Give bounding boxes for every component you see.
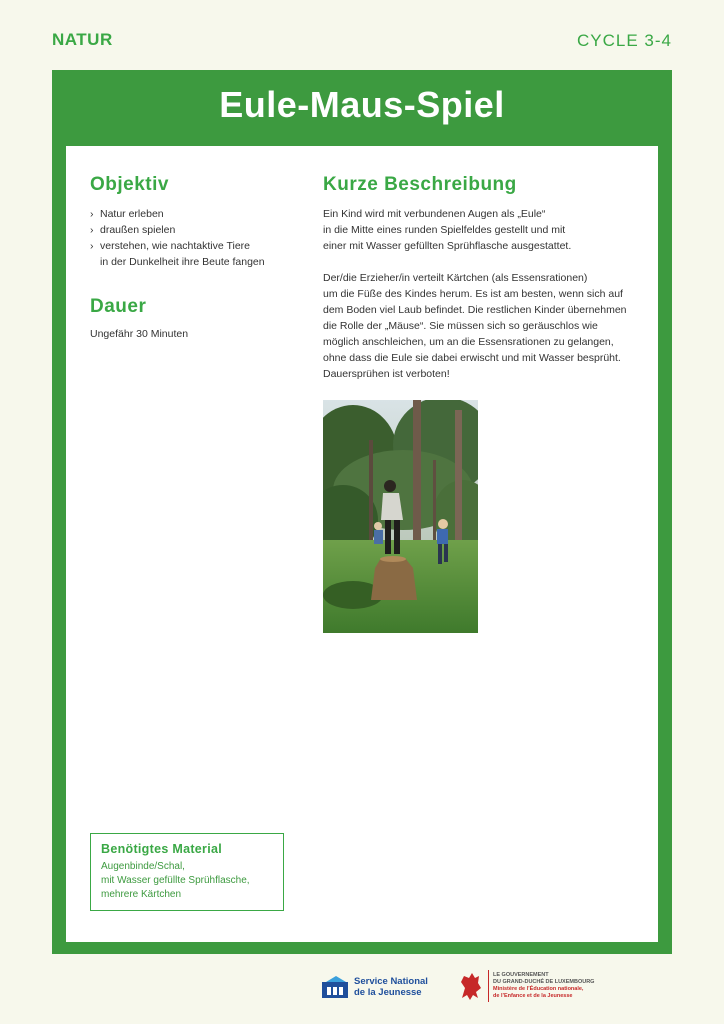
text-line: in die Mitte eines runden Spielfeldes gestellt und mit	[323, 224, 566, 236]
material-line: Augenbinde/Schal,	[101, 861, 185, 872]
green-frame	[52, 70, 672, 954]
content-panel	[66, 146, 658, 942]
snj-line-2: de la Jeunesse	[354, 987, 422, 998]
text-line: einer mit Wasser gefüllten Sprühflasche ausgestattet.	[323, 240, 572, 252]
text-line: dem Boden viel Laub befindet. Die restlichen Kinder übernehmen	[323, 304, 627, 316]
text-line: die Rolle der „Mäuse“. Sie müssen sich so geräuschlos wie	[323, 320, 598, 332]
dauer-text: Ungefähr 30 Minuten	[90, 328, 189, 340]
material-line: mehrere Kärtchen	[101, 889, 182, 900]
cycle-label: CYCLE 3-4	[577, 31, 672, 50]
material-box	[90, 833, 284, 911]
objektiv-heading: Objektiv	[90, 174, 169, 195]
left-column	[90, 174, 300, 340]
text-line: ohne dass die Eule sie dabei erwischt und mit Wasser besprüht.	[323, 352, 621, 364]
category-label: NATUR	[52, 30, 113, 49]
list-item: › draußen spielen	[90, 222, 300, 238]
gov-line-1: LE GOUVERNEMENT	[493, 972, 549, 978]
material-line: mit Wasser gefüllte Sprühflasche,	[101, 875, 250, 886]
list-item: › verstehen, wie nachtaktive Tiere	[90, 238, 300, 254]
government-logo	[456, 970, 633, 1002]
forest-game-photo	[323, 400, 478, 633]
beschreibung-heading: Kurze Beschreibung	[323, 174, 517, 195]
lion-icon	[456, 970, 484, 1002]
objektiv-list	[90, 206, 300, 270]
dauer-heading: Dauer	[90, 296, 147, 317]
material-heading: Benötigtes Material	[101, 842, 223, 856]
text-line: um die Füße des Kindes herum. Es ist am besten, wenn sich auf	[323, 288, 623, 300]
right-column	[323, 174, 638, 633]
page-title: Eule-Maus-Spiel	[219, 84, 505, 125]
list-item-continuation: in der Dunkelheit ihre Beute fangen	[100, 256, 265, 268]
snj-line-1: Service National	[354, 976, 428, 987]
gov-line-4: de l’Enfance et de la Jeunesse	[493, 993, 573, 999]
description-paragraph-2	[323, 270, 638, 382]
text-line: Der/die Erzieher/in verteilt Kärtchen (als Essensrationen)	[323, 272, 588, 284]
gov-line-2: DU GRAND-DUCHÉ DE LUXEMBOURG	[493, 979, 595, 985]
snj-logo	[322, 976, 428, 998]
list-item: › Natur erleben	[90, 206, 300, 222]
text-line: Ein Kind wird mit verbundenen Augen als „Eule“	[323, 208, 546, 220]
text-line: möglich anschleichen, um an die Essensrationen zu gelangen,	[323, 336, 614, 348]
snj-logo-icon	[322, 976, 348, 998]
logo-separator	[488, 970, 489, 1002]
description-paragraph-1	[323, 206, 638, 254]
text-line: Dauersprühen ist verboten!	[323, 368, 450, 380]
gov-line-3: Ministère de l’Éducation nationale,	[493, 986, 584, 992]
